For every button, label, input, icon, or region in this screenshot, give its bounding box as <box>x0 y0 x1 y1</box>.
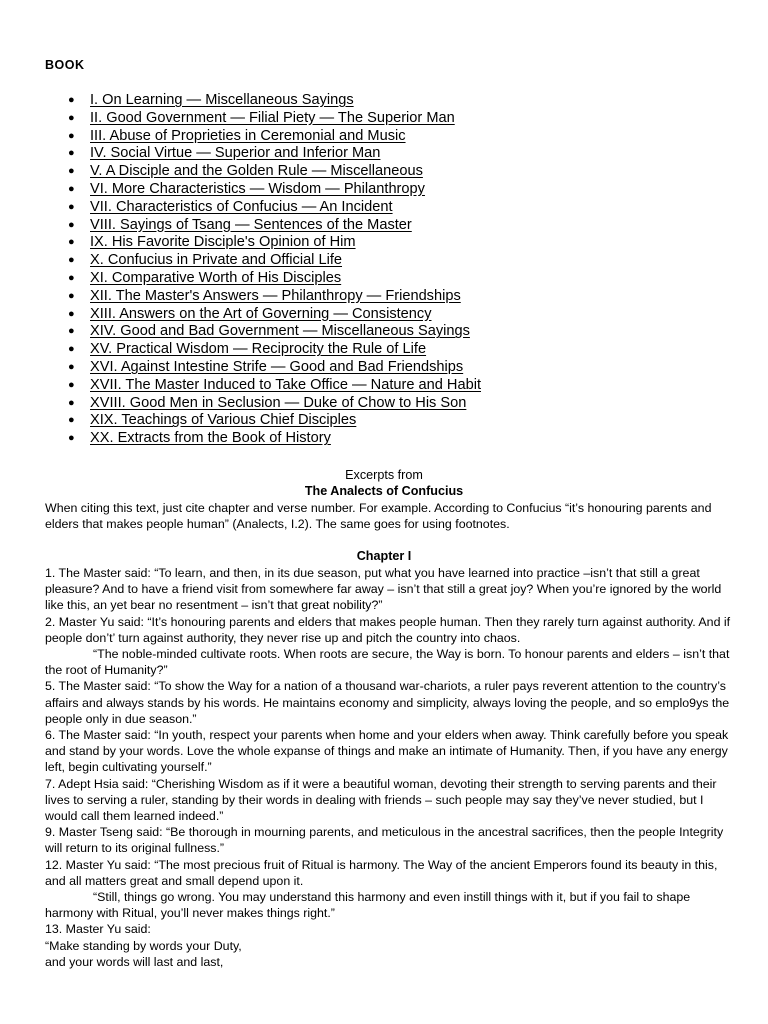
toc-link-book-3[interactable]: III. Abuse of Proprieties in Ceremonial and Music <box>90 127 406 144</box>
bullet-icon: ● <box>68 360 75 373</box>
toc-link-book-4[interactable]: IV. Social Virtue — Superior and Inferior Man <box>90 145 381 162</box>
toc-item <box>0 181 481 199</box>
toc-item <box>0 395 481 413</box>
toc-item <box>0 430 481 448</box>
bullet-icon: ● <box>68 289 75 302</box>
book-heading: BOOK <box>45 58 85 72</box>
bullet-icon: ● <box>68 200 75 213</box>
bullet-icon: ● <box>68 325 75 338</box>
toc-link-book-20[interactable]: XX. Extracts from the Book of History <box>90 430 331 447</box>
toc-link-book-12[interactable]: XII. The Master's Answers — Philanthropy — Friendships <box>90 287 461 304</box>
verse-paragraph: 1. The Master said: “To learn, and then, in its due season, put what you have learned into practice –isn’t that still a great pleasure? And to have a friend visit from somewhere far away – isn’t that still a great joy? When you’re ignored by the world like this, an yet bear no resentment – isn’t that great nobility?” <box>45 566 722 613</box>
toc-item <box>0 199 481 217</box>
bullet-icon: ● <box>68 378 75 391</box>
toc-item <box>0 128 481 146</box>
chapter-heading: Chapter I <box>356 549 412 563</box>
toc-item <box>0 288 481 306</box>
verse-paragraph: “Still, things go wrong. You may understand this harmony and even instill things with it, but if you fail to shape harmony with Ritual, you’ll never makes things right.” <box>45 890 691 921</box>
verse-paragraph: 5. The Master said: “To show the Way for a nation of a thousand war-chariots, a ruler pays reverent attention to the country’s affairs and always stands by his words. He maintains economy and simplicity, always loving the people, and so emplo9ys the people only in due season.” <box>45 679 730 726</box>
toc-link-book-19[interactable]: XIX. Teachings of Various Chief Disciples <box>90 412 357 429</box>
toc-link-book-10[interactable]: X. Confucius in Private and Official Life <box>90 252 343 269</box>
toc-item <box>0 323 481 341</box>
bullet-icon: ● <box>68 432 75 445</box>
toc-item <box>0 412 481 430</box>
table-of-contents <box>0 92 481 448</box>
verse-paragraph: 6. The Master said: “In youth, respect your parents when home and your elders when away. Think carefully before you speak and stand by your words. Love the whole expanse of things and make an intimate of Humanity. Then, if you have any energy left, begin cultivating yourself.” <box>45 728 729 775</box>
verse-paragraph: 12. Master Yu said: “The most precious fruit of Ritual is harmony. The Way of the ancient Emperors found its beauty in this, and all matters great and small depend upon it. <box>45 857 718 888</box>
toc-link-book-16[interactable]: XVI. Against Intestine Strife — Good and Bad Friendships <box>90 358 464 375</box>
verse-paragraph: “The noble-minded cultivate roots. When roots are secure, the Way is born. To honour parents and elders – isn’t that the root of Humanity?” <box>45 647 730 678</box>
bullet-icon: ● <box>68 129 75 142</box>
toc-link-book-14[interactable]: XIV. Good and Bad Government — Miscellaneous Sayings <box>90 323 470 340</box>
chapter-body <box>45 565 735 970</box>
bullet-icon: ● <box>68 94 75 106</box>
toc-item <box>0 359 481 377</box>
toc-item <box>0 110 481 128</box>
toc-link-book-11[interactable]: XI. Comparative Worth of His Disciples <box>90 269 342 286</box>
toc-item <box>0 306 481 324</box>
verse-paragraph: 9. Master Tseng said: “Be thorough in mourning parents, and meticulous in the ancestral sacrifices, then the people Integrity will return to its original fullness.” <box>45 825 724 856</box>
toc-item <box>0 341 481 359</box>
bullet-icon: ● <box>68 165 75 178</box>
toc-link-book-8[interactable]: VIII. Sayings of Tsang — Sentences of the Master <box>90 216 412 233</box>
toc-link-book-18[interactable]: XVIII. Good Men in Seclusion — Duke of Chow to His Son <box>90 394 467 411</box>
bullet-icon: ● <box>68 271 75 284</box>
bullet-icon: ● <box>68 307 75 320</box>
toc-item <box>0 92 481 110</box>
toc-item <box>0 217 481 235</box>
verse-paragraph: 2. Master Yu said: “It’s honouring parents and elders that makes people human. Then they rarely turn against authority. And if people don’t’ turn against authority, they never rise up and pitch the country into chaos. <box>45 614 731 645</box>
excerpts-label: Excerpts from <box>345 468 423 482</box>
toc-link-book-6[interactable]: VI. More Characteristics — Wisdom — Philanthropy <box>90 180 425 197</box>
work-title: The Analects of Confucius <box>304 484 464 498</box>
verse-line: “Make standing by words your Duty, <box>45 938 242 953</box>
toc-link-book-2[interactable]: II. Good Government — Filial Piety — The Superior Man <box>90 109 455 126</box>
bullet-icon: ● <box>68 254 75 267</box>
toc-item <box>0 163 481 181</box>
bullet-icon: ● <box>68 343 75 356</box>
toc-item <box>0 377 481 395</box>
toc-link-book-5[interactable]: V. A Disciple and the Golden Rule — Miscellaneous <box>90 163 423 180</box>
verse-paragraph: 13. Master Yu said: <box>45 922 151 937</box>
toc-link-book-13[interactable]: XIII. Answers on the Art of Governing — Consistency <box>90 305 432 322</box>
toc-link-book-15[interactable]: XV. Practical Wisdom — Reciprocity the Rule of Life <box>90 341 427 358</box>
bullet-icon: ● <box>68 147 75 160</box>
verse-paragraph: 7. Adept Hsia said: “Cherishing Wisdom as if it were a beautiful woman, devoting their strength to serving parents and their lives to serving a ruler, standing by their words in dealing with friends – such people may say they’ve never studied, but I would call them learned indeed.” <box>45 776 717 824</box>
toc-item <box>0 145 481 163</box>
bullet-icon: ● <box>68 218 75 231</box>
citation-note: When citing this text, just cite chapter and verse number. For example. According to Confucius “it’s honouring parents and elders that makes people human” (Analects, I.2). The same goes for using footnotes. <box>45 501 712 532</box>
toc-item <box>0 270 481 288</box>
toc-link-book-9[interactable]: IX. His Favorite Disciple's Opinion of Him <box>90 234 356 251</box>
toc-link-book-7[interactable]: VII. Characteristics of Confucius — An Incident <box>90 198 393 215</box>
bullet-icon: ● <box>68 396 75 409</box>
toc-item <box>0 252 481 270</box>
bullet-icon: ● <box>68 182 75 195</box>
verse-line: and your words will last and last, <box>45 954 224 969</box>
bullet-icon: ● <box>68 414 75 427</box>
bullet-icon: ● <box>68 236 75 249</box>
toc-link-book-17[interactable]: XVII. The Master Induced to Take Office — Nature and Habit <box>90 376 481 393</box>
bullet-icon: ● <box>68 111 75 124</box>
toc-item <box>0 234 481 252</box>
toc-link-book-1[interactable]: I. On Learning — Miscellaneous Sayings <box>90 92 354 108</box>
